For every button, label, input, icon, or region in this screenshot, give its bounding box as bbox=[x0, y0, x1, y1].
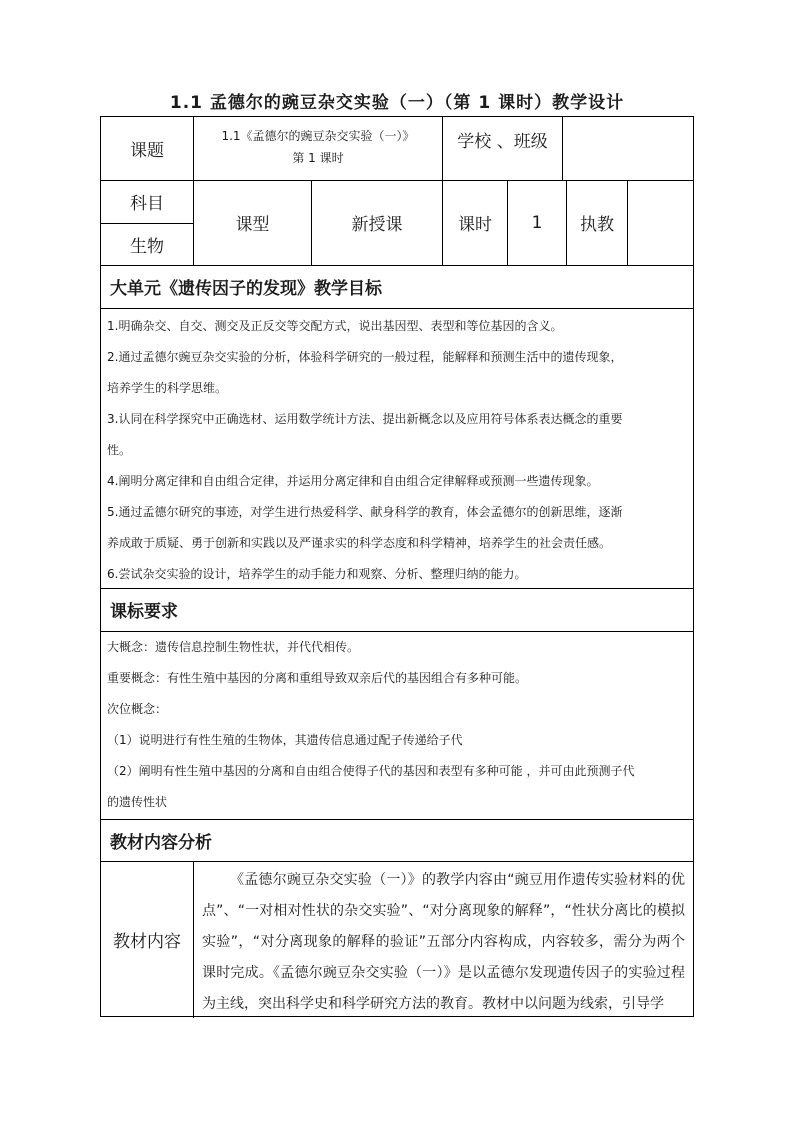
goal-line: 养成敢于质疑、勇于创新和实践以及严谨求实的科学态度和科学精神，培养学生的社会责任感。 bbox=[107, 536, 612, 550]
goal-line: 培养学生的科学思维。 bbox=[107, 381, 228, 395]
school-class-label: 学校 、班级 bbox=[457, 132, 548, 152]
school-class-value bbox=[563, 117, 693, 180]
topic-value-line2: 第 1 课时 bbox=[292, 151, 344, 165]
document-title: 1.1 孟德尔的豌豆杂交实验（一）（第 1 课时）教学设计 bbox=[169, 93, 625, 113]
teacher-value bbox=[628, 180, 693, 265]
goal-line: 3.认同在科学探究中正确选材、运用数学统计方法、提出新概念以及应用符号体系表达概念的重要 bbox=[107, 412, 623, 426]
standard-line: 大概念：遗传信息控制生物性状，并代代相传。 bbox=[107, 640, 360, 654]
topic-label: 课题 bbox=[130, 141, 164, 161]
standard-line: 重要概念：有性生殖中基因的分离和重组导致双亲后代的基因组合有多种可能。 bbox=[107, 671, 528, 685]
curriculum-standards-list bbox=[101, 632, 693, 819]
textbook-content-text: 《孟德尔豌豆杂交实验（一）》的教学内容由“豌豆用作遗传实验材料的优点”、“一对相对性状的杂交实验”、“对分离现象的解释”，“性状分离比的模拟实验”，“对分离现象的解释的验证”五部分内容构成，内容较多，需分为两个课时完成。《孟德尔豌豆杂交实验（一）》是以孟德尔发现遗传因子的实验过程为主线，突出科学史和科学研究方法的教育。教材中以问题为线索，引导学 bbox=[202, 872, 685, 1012]
textbook-analysis-heading: 教材内容分析 bbox=[110, 832, 212, 853]
unit-goals-list bbox=[101, 309, 693, 588]
goal-line: 性。 bbox=[107, 443, 132, 457]
standard-line: 次位概念： bbox=[107, 702, 168, 716]
curriculum-standards-heading: 课标要求 bbox=[110, 602, 178, 622]
standard-line: 的遗传性状 bbox=[107, 795, 168, 809]
teacher-label: 执教 bbox=[580, 215, 614, 235]
lesson-type-label: 课型 bbox=[235, 215, 270, 235]
unit-goals-heading: 大单元《遗传因子的发现》教学目标 bbox=[110, 279, 382, 299]
lesson-type-value: 新授课 bbox=[351, 215, 403, 235]
subject-value: 生物 bbox=[130, 236, 164, 257]
goal-line: 1.明确杂交、自交、测交及正反交等交配方式，说出基因型、表型和等位基因的含义。 bbox=[107, 319, 563, 333]
goal-line: 2.通过孟德尔豌豆杂交实验的分析，体验科学研究的一般过程，能解释和预测生活中的遗传现象， bbox=[107, 350, 623, 364]
goal-line: 5.通过孟德尔研究的事迹，对学生进行热爱科学、献身科学的教育，体会孟德尔的创新思维，逐渐 bbox=[107, 505, 623, 519]
standard-line: （1）说明进行有性生殖的生物体，其遗传信息通过配子传递给子代 bbox=[107, 733, 463, 747]
textbook-content-label: 教材内容 bbox=[113, 931, 181, 952]
standard-line: （2）阐明有性生殖中基因的分离和自由组合使得子代的基因和表型有多种可能 ，并可由此预测子代 bbox=[107, 764, 635, 778]
lesson-plan-table bbox=[100, 116, 694, 1017]
goal-line: 6.尝试杂交实验的设计，培养学生的动手能力和观察、分析、整理归纳的能力。 bbox=[107, 567, 527, 581]
goal-line: 4.阐明分离定律和自由组合定律，并运用分离定律和自由组合定律解释或预测一些遗传现象。 bbox=[107, 474, 599, 488]
period-label: 课时 bbox=[458, 215, 492, 235]
topic-value bbox=[194, 117, 442, 180]
topic-value-line1: 1.1《孟德尔的豌豆杂交实验（一）》 bbox=[221, 129, 415, 143]
subject-label: 科目 bbox=[130, 194, 164, 214]
period-value: 1 bbox=[531, 212, 543, 233]
